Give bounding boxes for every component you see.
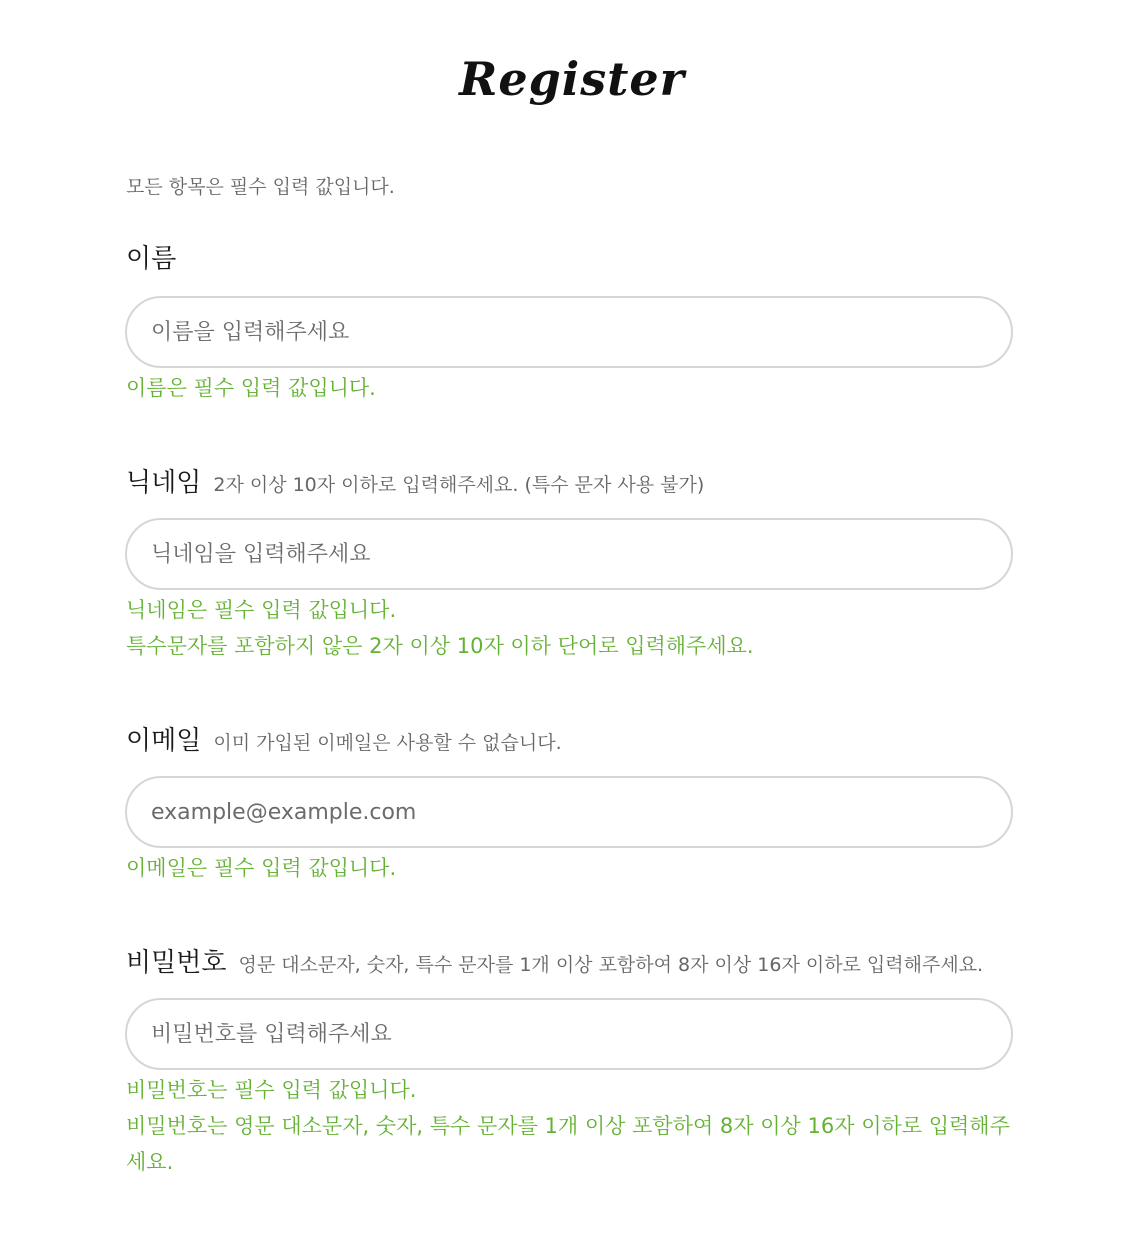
password-input[interactable] [125,998,1013,1070]
name-input[interactable] [125,296,1013,368]
password-error-format: 비밀번호는 영문 대소문자, 숫자, 특수 문자를 1개 이상 포함하여 8자 이상 16자 이하로 입력해주세요. [126,1114,1010,1174]
name-error: 이름은 필수 입력 값입니다. [126,376,376,400]
nickname-input[interactable] [125,518,1013,590]
required-notice: 모든 항목은 필수 입력 값입니다. [126,176,395,198]
email-error: 이메일은 필수 입력 값입니다. [126,856,397,880]
password-error-required: 비밀번호는 필수 입력 값입니다. [126,1078,417,1102]
email-input[interactable] [125,776,1013,848]
nickname-hint: 2자 이상 10자 이하로 입력해주세요. (특수 문자 사용 불가) [213,474,705,496]
name-label: 이름 [126,244,177,274]
nickname-label-row [126,462,704,499]
nickname-error-required: 닉네임은 필수 입력 값입니다. [126,598,397,622]
name-label-row [126,238,176,275]
email-hint: 이미 가입된 이메일은 사용할 수 없습니다. [213,732,562,754]
password-hint: 영문 대소문자, 숫자, 특수 문자를 1개 이상 포함하여 8자 이상 16자 이하로 입력해주세요. [238,954,984,976]
nickname-label: 닉네임 [126,468,202,498]
email-label-row [126,720,562,757]
email-label: 이메일 [126,726,202,756]
nickname-error-format: 특수문자를 포함하지 않은 2자 이상 10자 이하 단어로 입력해주세요. [126,634,754,658]
password-label: 비밀번호 [126,948,227,978]
password-label-row [126,942,983,979]
page-title: Register [459,52,685,106]
